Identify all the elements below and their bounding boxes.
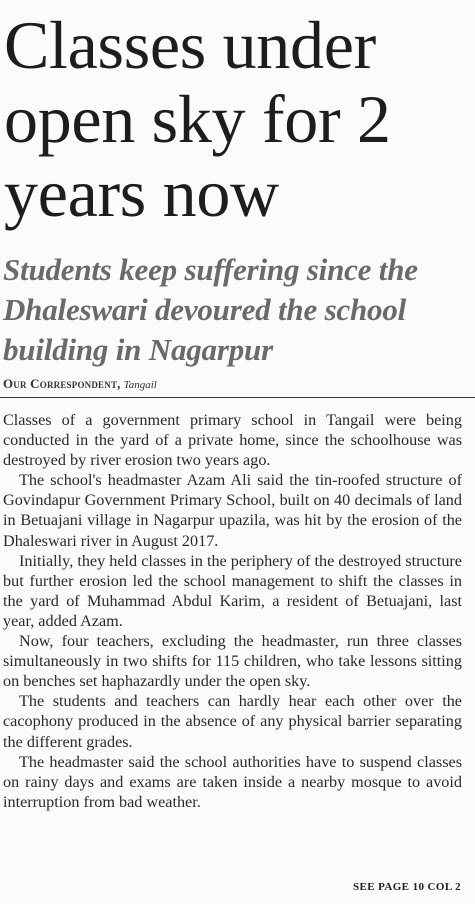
paragraph: The headmaster said the school authorities have to suspend classes on rainy days and exams are taken inside a nearby mosque to avoid interruption from bad weather. xyxy=(3,752,462,811)
paragraph: The students and teachers can hardly hear each other over the cacophony produced in the absence of any physical barrier separating the different grades. xyxy=(3,692,462,751)
divider xyxy=(0,397,475,398)
subheadline: Students keep suffering since the Dhaleswari devoured the school building in Nagarpur xyxy=(3,252,418,367)
byline xyxy=(3,376,157,392)
byline-location: Tangail xyxy=(123,379,157,391)
continuation-note: SEE PAGE 10 COL 2 xyxy=(352,881,461,893)
article-body xyxy=(3,410,462,812)
headline: Classes under open sky for 2 years now xyxy=(4,7,391,231)
paragraph: Now, four teachers, excluding the headmaster, run three classes simultaneously in two shifts for 115 children, who take lessons sitting on benches set haphazardly under the open sky. xyxy=(3,632,462,691)
paragraph: Initially, they held classes in the periphery of the destroyed structure but further erosion led the school management to shift the classes in the yard of Muhammad Abdul Karim, a resident of Betuajani, last year, added Azam. xyxy=(3,551,462,630)
byline-author: Our Correspondent, xyxy=(3,376,121,391)
paragraph: The school's headmaster Azam Ali said the tin-roofed structure of Govindapur Government Primary School, built on 40 decimals of land in Betuajani village in Nagarpur upazila, was hit by the erosion of the Dhaleswari river in August 2017. xyxy=(3,471,462,550)
paragraph: Classes of a government primary school in Tangail were being conducted in the yard of a private home, since the schoolhouse was destroyed by river erosion two years ago. xyxy=(3,411,462,470)
